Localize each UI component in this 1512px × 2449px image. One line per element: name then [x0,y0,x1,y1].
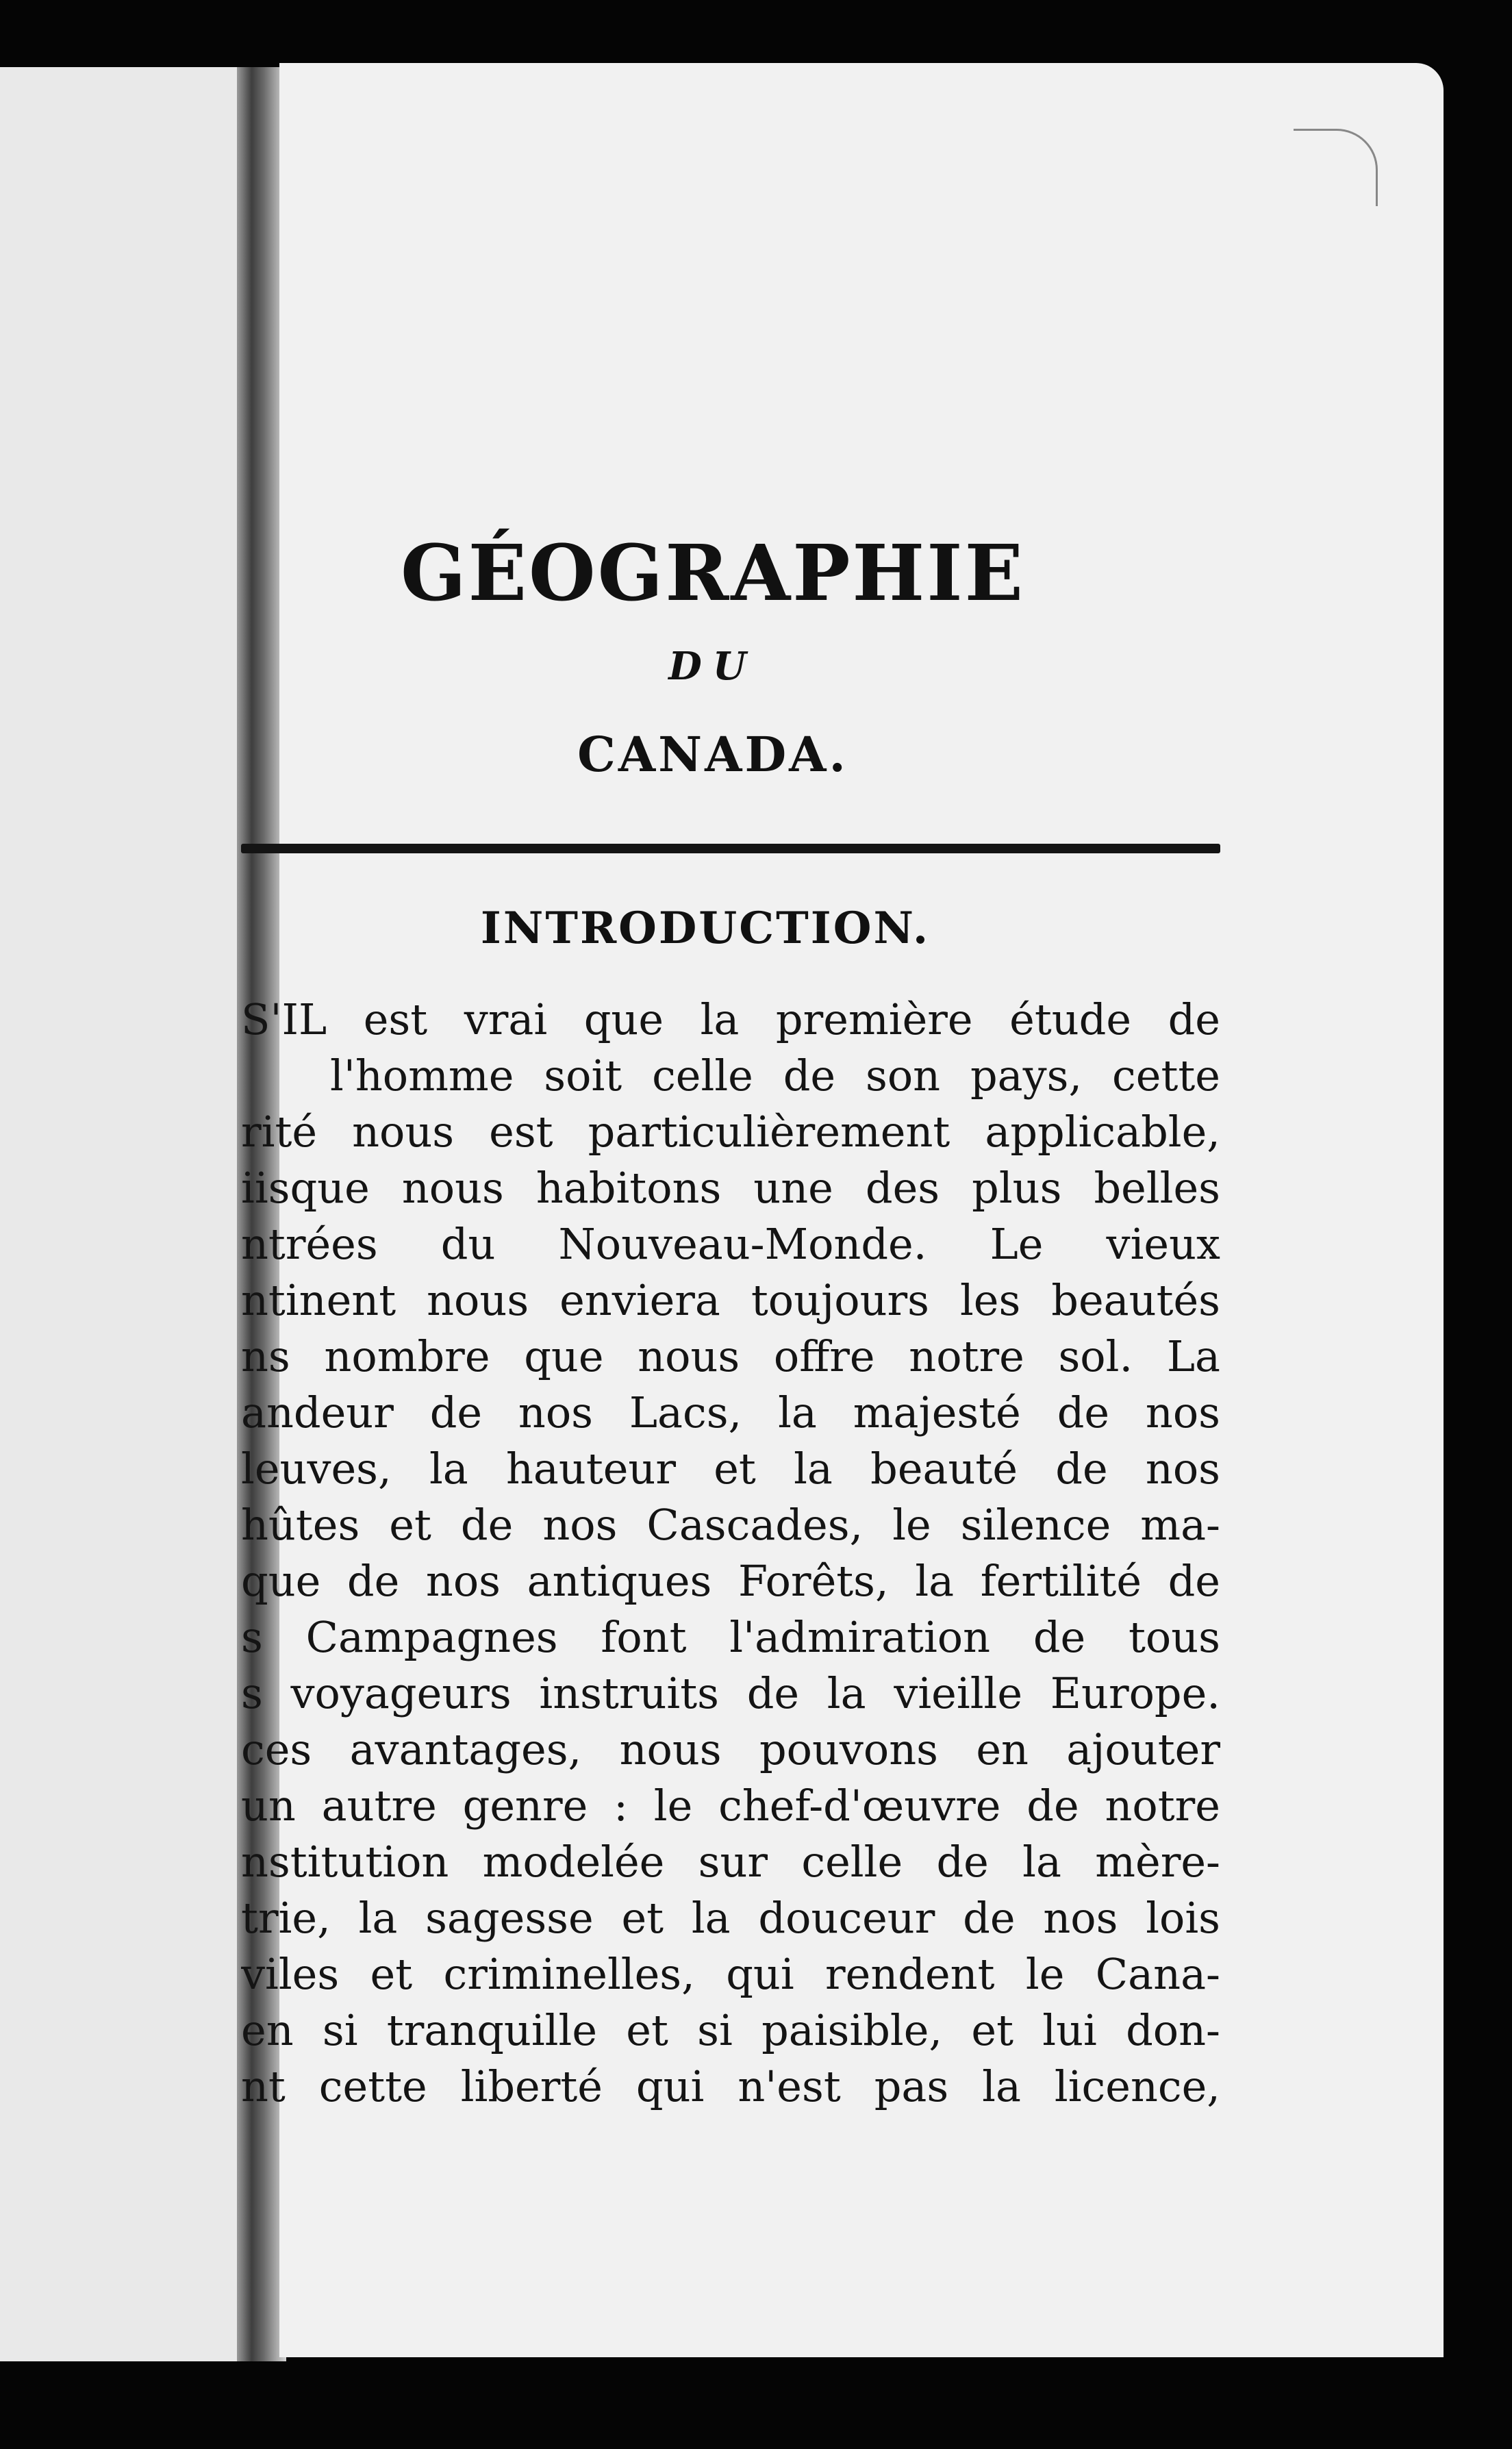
body-line: nt cette liberté qui n'est pas la licence, [241,2061,1220,2111]
body-line: leuves, la hauteur et la beauté de nos [241,1444,1220,1494]
body-line: hûtes et de nos Cascades, le silence ma- [241,1500,1220,1550]
subtitle-du: DU [668,644,757,689]
body-line: S'IL est vrai que la première étude de [241,994,1220,1044]
body-line: l'homme soit celle de son pays, cette [330,1051,1220,1101]
body-line: viles et criminelles, qui rendent le Cana- [241,1949,1220,1999]
page-corner-fold [1294,129,1378,206]
page-title: GÉOGRAPHIE [401,529,1025,618]
left-page-edge [0,67,241,2361]
body-text [241,992,1220,2156]
body-line: trie, la sagesse et la douceur de nos lois [241,1893,1220,1943]
body-line: s Campagnes font l'admiration de tous [241,1612,1220,1662]
body-line: rité nous est particulièrement applicable, [241,1107,1220,1157]
section-heading: INTRODUCTION. [480,903,931,954]
body-line: ntinent nous enviera toujours les beautés [241,1275,1220,1325]
body-line: nstitution modelée sur celle de la mère- [241,1837,1220,1887]
body-line: iisque nous habitons une des plus belles [241,1163,1220,1213]
body-line: ns nombre que nous offre notre sol. La [241,1331,1220,1381]
body-line: andeur de nos Lacs, la majesté de nos [241,1387,1220,1437]
body-line: ces avantages, nous pouvons en ajouter [241,1724,1220,1774]
body-line: que de nos antiques Forêts, la fertilité de [241,1556,1220,1606]
body-line: ntrées du Nouveau-Monde. Le vieux [241,1219,1220,1269]
body-line: en si tranquille et si paisible, et lui don- [241,2005,1220,2055]
subtitle-canada: CANADA. [577,726,848,783]
body-line: un autre genre : le chef-d'œuvre de notre [241,1781,1220,1831]
body-line: s voyageurs instruits de la vieille Europe. [241,1668,1220,1718]
horizontal-rule [241,844,1220,853]
